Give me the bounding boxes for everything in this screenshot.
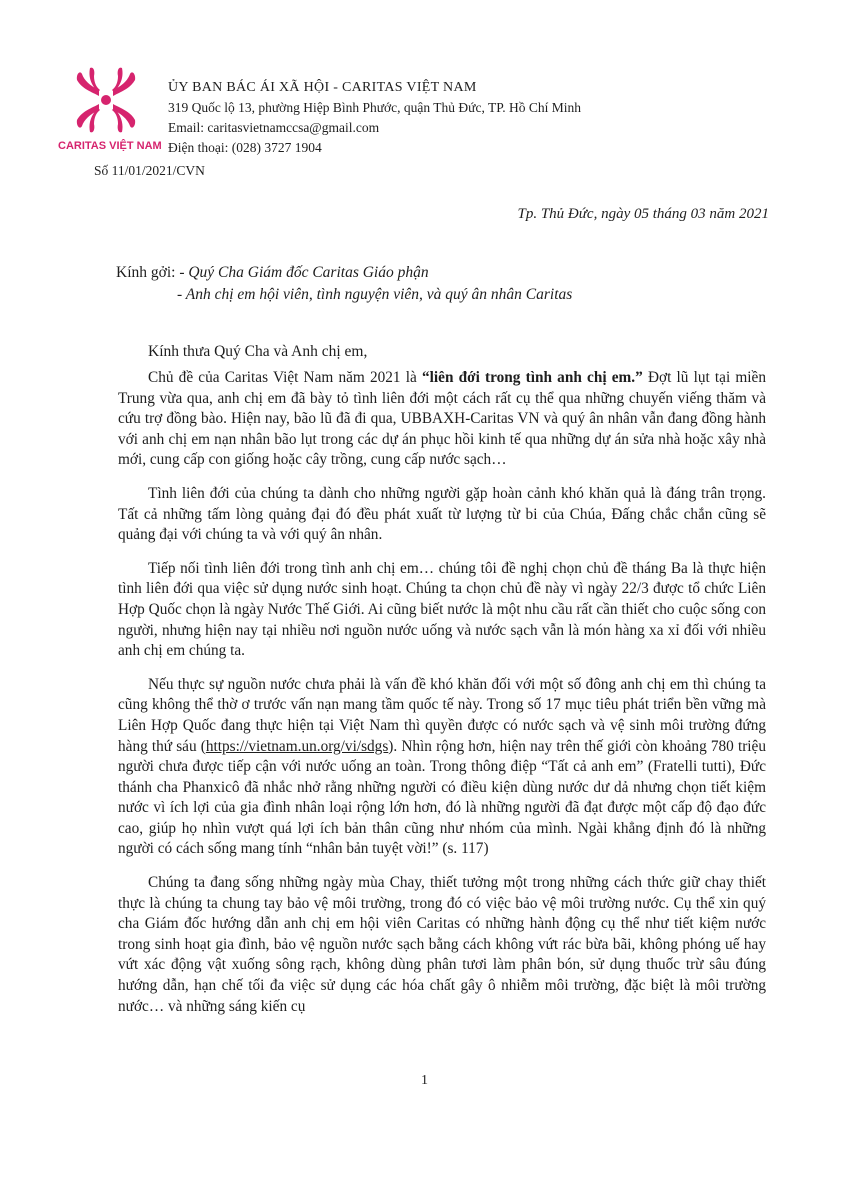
- org-address: 319 Quốc lộ 13, phường Hiệp Bình Phước, quận Thủ Đức, TP. Hồ Chí Minh: [168, 100, 581, 115]
- caritas-flame-cross-icon: [68, 62, 144, 138]
- org-phone: Điện thoại: (028) 3727 1904: [168, 140, 322, 155]
- paragraph-2: Tình liên đới của chúng ta dành cho những người gặp hoàn cảnh khó khăn quả là đáng trân trọng. Tất cả những tấm lòng quảng đại đó đều phát xuất từ lượng từ bi của Chúa, Đấng chắc chắn cũng sẽ quảng đại với chúng ta và với quý ân nhân.: [118, 484, 766, 544]
- paragraph-4: Nếu thực sự nguồn nước chưa phải là vấn đề khó khăn đối với một số đông anh chị em thì chúng ta cũng không thể thờ ơ trước vấn nạn mang tầm quốc tế này. Trong số 17 mục tiêu phát triển bền vững mà Liên Hợp Quốc đang thực hiện tại Việt Nam thì quyền được có nước sạch và vệ sinh môi trường đứng hàng thứ sáu (https://vietnam.un.org/vi/sdgs). Nhìn rộng hơn, hiện nay trên thế giới còn khoảng 780 triệu người chưa được tiếp cận với nước uống an toàn. Trong thông điệp “Tất cả anh em” (Fratelli tutti), Đức thánh cha Phanxicô đã nhắc nhở rằng những người có điều kiện dùng nước dư dả nhưng chọn tiết kiệm nước vì ích lợi của gia đình nhân loại rộng lớn hơn, đó là những người đã đạt được một cấp độ đạo đức cao, giúp họ nhìn vượt quá lợi ích bản thân cũng như nhóm của mình. Ngài khẳng định đó là những người có cách sống mang tính “nhân bản tuyệt vời!” (s. 117): [118, 675, 766, 858]
- logo-caption: CARITAS VIỆT NAM: [58, 140, 162, 152]
- paragraph-3: Tiếp nối tình liên đới trong tình anh chị em… chúng tôi đề nghị chọn chủ đề tháng Ba là thực hiện tình liên đới qua việc sử dụng nước sinh hoạt. Chúng ta chọn chủ đề này vì ngày 22/3 được tổ chức Liên Hợp Quốc chọn là ngày Nước Thế Giới. Ai cũng biết nước là một nhu cầu rất cần thiết cho cuộc sống con người, nhưng hiện nay tại nhiều nơi nguồn nước uống và nước sạch vẫn là món hàng xa xỉ đối với nhiều anh chị em chúng ta.: [118, 559, 766, 660]
- document-number: Số 11/01/2021/CVN: [94, 163, 205, 178]
- org-name: ỦY BAN BÁC ÁI XÃ HỘI - CARITAS VIỆT NAM: [168, 80, 477, 95]
- caritas-logo: [58, 62, 162, 152]
- salutation: Kính thưa Quý Cha và Anh chị em,: [148, 343, 368, 360]
- recipient-line-1: - Quý Cha Giám đốc Caritas Giáo phận: [179, 264, 429, 281]
- recipient-line-2: - Anh chị em hội viên, tình nguyện viên, và quý ân nhân Caritas: [177, 286, 573, 303]
- theme-highlight: “liên đới trong tình anh chị em.”: [422, 369, 643, 386]
- date-line: Tp. Thủ Đức, ngày 05 tháng 03 năm 2021: [517, 206, 769, 222]
- page-number: 1: [421, 1073, 428, 1088]
- sdg-link[interactable]: https://vietnam.un.org/vi/sdgs: [205, 737, 389, 755]
- recipients-block: [116, 262, 572, 306]
- paragraph-5: Chúng ta đang sống những ngày mùa Chay, thiết tưởng một trong những cách thức giữ chay thiết thực là chúng ta chung tay bảo vệ môi trường, trong đó có việc bảo vệ môi trường nước. Cụ thể xin quý cha Giám đốc hướng dẫn anh chị em hội viên Caritas có những hành động cụ thể như tiết kiệm nước trong sinh hoạt gia đình, bảo vệ nguồn nước sạch bằng cách không vứt rác bừa bãi, không phóng uế hay vứt xác động vật xuống sông rạch, không dùng phân tươi làm phân bón, sử dụng thuốc trừ sâu đúng hướng dẫn, hạn chế tối đa việc sử dụng các hóa chất gây ô nhiễm môi trường, đặc biệt là môi trường nước… và những sáng kiến cụ: [118, 874, 766, 1015]
- recipients-label: Kính gởi:: [116, 264, 176, 281]
- paragraph-1: Chủ đề của Caritas Việt Nam năm 2021 là “liên đới trong tình anh chị em.” Đợt lũ lụt tại miền Trung vừa qua, anh chị em đã bày tỏ tình liên đới một cách rất cụ thể qua những chuyến viếng thăm và cứu trợ đồng bào. Hiện nay, bão lũ đã đi qua, UBBAXH-Caritas VN và quý ân nhân vẫn đang đồng hành với anh chị em nạn nhân bão lụt trong các dự án phục hồi kinh tế qua những dự án sửa nhà hoặc xây nhà mới, cung cấp con giống hoặc cây trồng, cung cấp nước sạch…: [118, 369, 766, 469]
- letter-body: [118, 368, 766, 1017]
- org-email: Email: caritasvietnamccsa@gmail.com: [168, 120, 380, 135]
- letterhead: [168, 78, 581, 158]
